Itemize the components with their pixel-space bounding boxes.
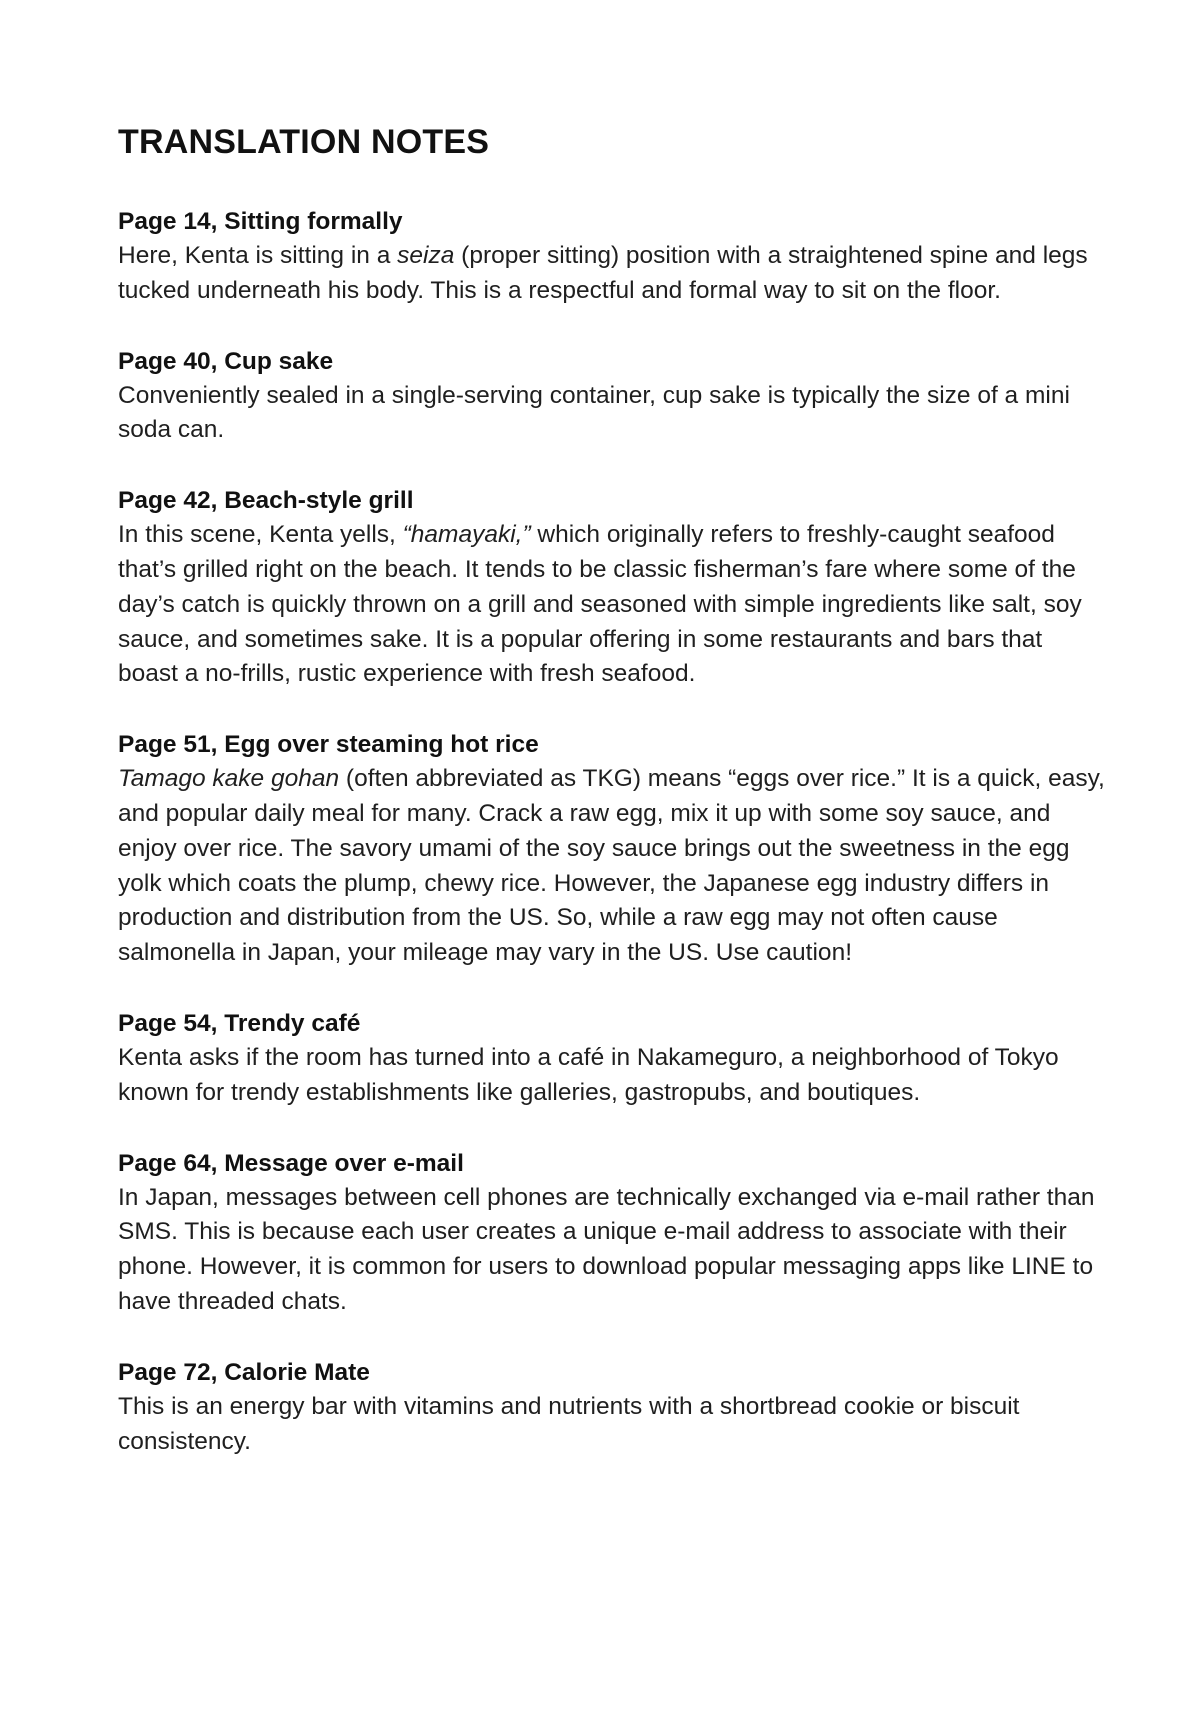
note-text: This is an energy bar with vitamins and nutrients with a shortbread cookie or biscuit consistency. xyxy=(118,1392,1020,1455)
note-body xyxy=(118,1390,1108,1460)
note-text: which originally refers to freshly-caught seafood that’s grilled right on the beach. It tends to be classic fisherman’s fare where some of the day’s catch is quickly thrown on a grill and seasoned with simple ingredients like salt, soy sauce, and sometimes sake. It is a popular offering in some restaurants and bars that boast a no-frills, rustic experience with fresh seafood. xyxy=(118,521,1082,688)
note-italic-term: “hamayaki,” xyxy=(402,521,531,549)
note-text: In this scene, Kenta yells, xyxy=(118,521,403,549)
note-calorie-mate xyxy=(118,1355,1108,1460)
note-cup-sake xyxy=(118,344,1108,449)
note-heading: Page 72, Calorie Mate xyxy=(118,1358,370,1386)
note-text: (often abbreviated as TKG) means “eggs over rice.” It is a quick, easy, and popular daily meal for many. Crack a raw egg, mix it up with some soy sauce, and enjoy over rice. The savory umami of the soy sauce brings out the sweetness in the egg yolk which coats the plump, chewy rice. However, the Japanese egg industry differs in production and distribution from the US. So, while a raw egg may not often cause salmonella in Japan, your mileage may vary in the US. Use caution! xyxy=(118,765,1105,967)
note-body xyxy=(118,1181,1108,1320)
note-heading: Page 14, Sitting formally xyxy=(118,208,403,235)
document-page xyxy=(118,118,1108,1494)
note-text: Kenta asks if the room has turned into a café in Nakameguro, a neighborhood of Tokyo known for trendy establishments like galleries, gastropubs, and boutiques. xyxy=(118,1043,1059,1106)
note-text: Here, Kenta is sitting in a xyxy=(118,242,398,269)
note-heading: Page 40, Cup sake xyxy=(118,347,334,375)
note-text: In Japan, messages between cell phones are technically exchanged via e-mail rather than SMS. This is because each user creates a unique e-mail address to associate with their phone. However, it is common for users to download popular messaging apps like LINE to have threaded chats. xyxy=(118,1183,1095,1315)
note-heading: Page 42, Beach-style grill xyxy=(118,487,414,515)
note-body xyxy=(118,762,1108,971)
note-text: (proper sitting) position with a straightened spine and legs tucked underneath his body. This is a respectful and formal way to sit on the floor. xyxy=(118,242,1088,304)
note-heading: Page 51, Egg over steaming hot rice xyxy=(118,731,539,759)
note-heading: Page 54, Trendy café xyxy=(118,1009,361,1037)
note-egg-over-rice xyxy=(118,727,1108,971)
note-beach-style-grill xyxy=(118,483,1108,692)
note-sitting-formally xyxy=(118,204,1108,309)
note-trendy-cafe xyxy=(118,1006,1108,1111)
note-body xyxy=(118,518,1108,692)
note-body xyxy=(118,1041,1108,1111)
note-body xyxy=(118,379,1108,449)
note-body xyxy=(118,239,1108,309)
note-message-over-email xyxy=(118,1146,1108,1320)
note-italic-term: seiza xyxy=(397,242,455,269)
note-text: Conveniently sealed in a single-serving container, cup sake is typically the size of a mini soda can. xyxy=(118,381,1070,444)
note-italic-term: Tamago kake gohan xyxy=(118,765,340,793)
page-title: TRANSLATION NOTES xyxy=(118,123,490,161)
note-heading: Page 64, Message over e-mail xyxy=(118,1149,464,1177)
